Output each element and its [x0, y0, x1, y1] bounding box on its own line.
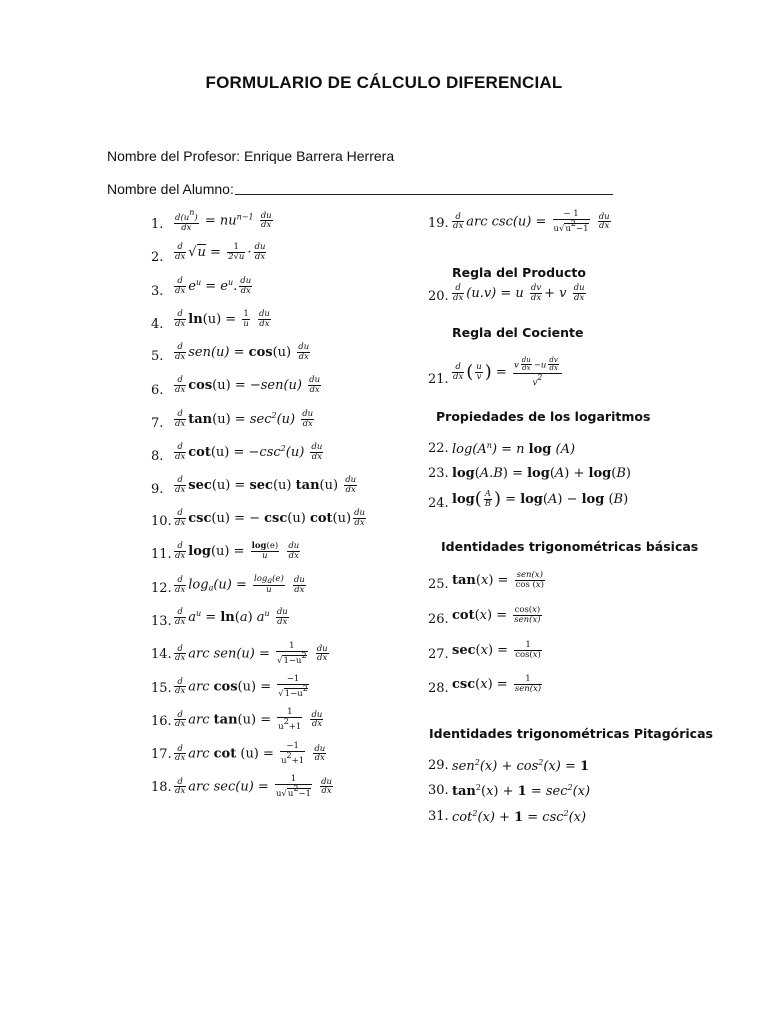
formula-number: 14.: [151, 647, 172, 662]
log-properties-heading: Propiedades de los logaritmos: [436, 409, 651, 424]
basic-trig-identities-heading: Identidades trigonométricas básicas: [441, 539, 699, 554]
formula-number: 6.: [151, 383, 164, 398]
formula-number: 4.: [151, 317, 164, 332]
formula-number: 29.: [428, 758, 449, 773]
formula-number: 1.: [151, 217, 164, 232]
formula-number: 15.: [151, 681, 172, 696]
formula-number: 23.: [428, 466, 449, 481]
formula-number: 19.: [428, 216, 449, 231]
formula-number: 18.: [151, 780, 172, 795]
formula-number: 31.: [428, 809, 449, 824]
formula-number: 2.: [151, 250, 164, 265]
formula-number: 27.: [428, 647, 449, 662]
formula-number: 25.: [428, 577, 449, 592]
formula-number: 17.: [151, 747, 172, 762]
teacher-name-line: Nombre del Profesor: Enrique Barrera Herrera: [107, 148, 395, 164]
pythagorean-identities-heading: Identidades trigonométricas Pitagóricas: [429, 726, 713, 741]
formula-number: 20.: [428, 289, 449, 304]
formula-number: 9.: [151, 482, 164, 497]
formula-number: 13.: [151, 614, 172, 629]
formula-number: 24.: [428, 496, 449, 511]
formula-number: 21.: [428, 372, 449, 387]
formula-number: 26.: [428, 612, 449, 627]
formula-number: 12.: [151, 581, 172, 596]
quotient-rule-heading: Regla del Cociente: [452, 325, 584, 340]
formula-number: 28.: [428, 681, 449, 696]
product-rule-heading: Regla del Producto: [452, 265, 586, 280]
document-title: FORMULARIO DE CÁLCULO DIFERENCIAL: [205, 73, 563, 92]
formula-number: 11.: [151, 547, 172, 562]
student-name-line: [107, 180, 613, 197]
formula-number: 30.: [428, 783, 449, 798]
formula-number: 8.: [151, 449, 164, 464]
formula-number: 16.: [151, 714, 172, 729]
formula-number: 3.: [151, 284, 164, 299]
formula-number: 7.: [151, 416, 164, 431]
formula-number: 5.: [151, 349, 164, 364]
formula-number: 22.: [428, 441, 449, 456]
formula-number: 10.: [151, 514, 172, 529]
student-name-label: Nombre del Alumno:: [107, 181, 234, 197]
student-name-blank: [235, 180, 613, 195]
